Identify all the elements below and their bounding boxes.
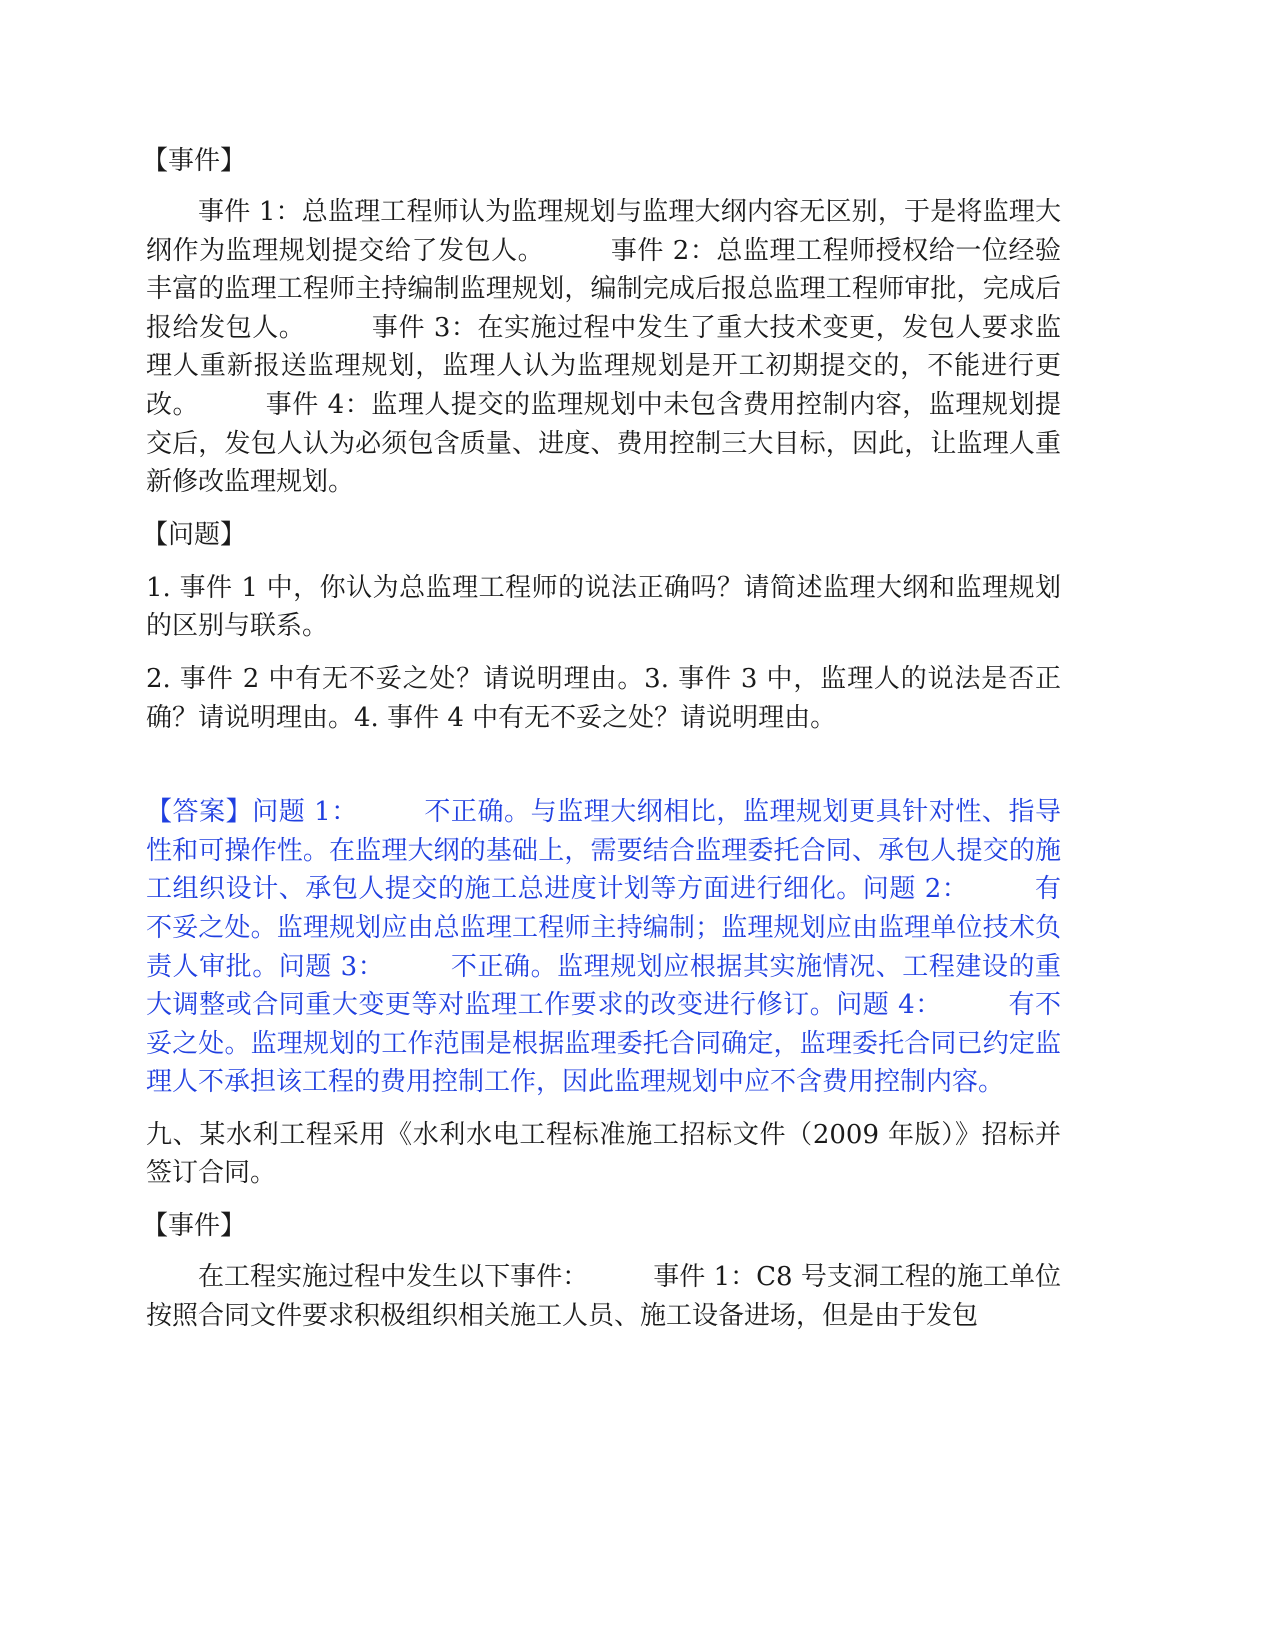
document-page [142,142,1061,1335]
events-paragraph: 事件 1：总监理工程师认为监理规划与监理大纲内容无区别，于是将监理大纲作为监理规划提交给了发包人。 事件 2：总监理工程师授权给一位经验丰富的监理工程师主持编制监理规划，编制完成后报总监理工程师审批，完成后报给发包人。 事件 3：在实施过程中发生了重大技术变更，发包人要求监理人重新报送监理规划，监理人认为监理规划是开工初期提交的，不能进行更改。 事件 4：监理人提交的监理规划中未包含费用控制内容，监理规划提交后，发包人认为必须包含质量、进度、费用控制三大目标，因此，让监理人重新修改监理规划。 [146,197,1061,498]
question-1: 1. 事件 1 中，你认为总监理工程师的说法正确吗？请简述监理大纲和监理规划的区别与联系。 [146,572,1061,642]
events-paragraph-2: 在工程实施过程中发生以下事件： 事件 1：C8 号支洞工程的施工单位按照合同文件要求积极组织相关施工人员、施工设备进场，但是由于发包 [146,1262,1061,1331]
questions-2-4: 2. 事件 2 中有无不妥之处？请说明理由。3. 事件 3 中，监理人的说法是否正确？请说明理由。4. 事件 4 中有无不妥之处？请说明理由。 [146,663,1061,733]
section-title: 九、某水利工程采用《水利水电工程标准施工招标文件（2009 年版）》招标并签订合同。 [146,1119,1061,1189]
events-heading-2: 【事件】 [142,1211,247,1242]
answer-paragraph: 【答案】问题 1： 不正确。与监理大纲相比，监理规划更具针对性、指导性和可操作性。在监理大纲的基础上，需要结合监理委托合同、承包人提交的施工组织设计、承包人提交的施工总进度计划等方面进行细化。问题 2： 有不妥之处。监理规划应由总监理工程师主持编制；监理规划应由监理单位技术负责人审批。问题 3： 不正确。监理规划应根据其实施情况、工程建设的重大调整或合同重大变更等对监理工作要求的改变进行修订。问题 4： 有不妥之处。监理规划的工作范围是根据监理委托合同确定，监理委托合同已约定监理人不承担该工程的费用控制工作，因此监理规划中应不含费用控制内容。 [146,797,1061,1098]
questions-heading: 【问题】 [142,519,247,550]
events-heading: 【事件】 [142,146,247,176]
